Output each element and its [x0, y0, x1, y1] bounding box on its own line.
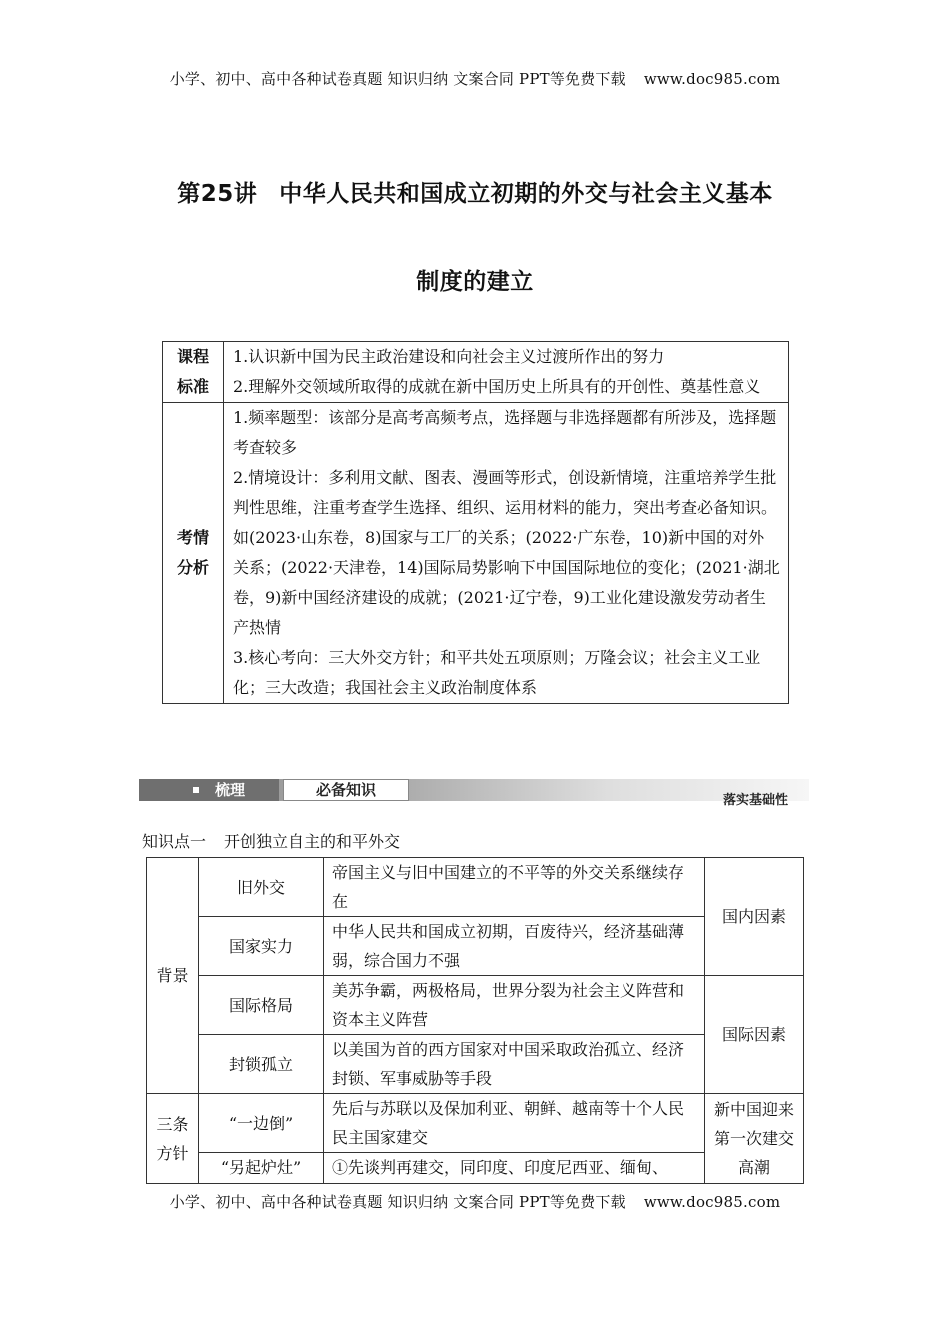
square-bullet-icon: [193, 787, 199, 793]
page-footer: [0, 1191, 950, 1212]
row-name: 国家实力: [199, 917, 324, 976]
banner-tab-knowledge: 必备知识: [283, 779, 409, 801]
label-line: 标准: [176, 377, 209, 396]
policy-name: “一边倒”: [199, 1094, 324, 1153]
row-name: 封锁孤立: [199, 1035, 324, 1094]
policy-name: “另起炉灶”: [199, 1153, 324, 1184]
curriculum-standard-label: [163, 342, 224, 403]
exam-analysis-content: [224, 403, 789, 704]
footer-site-link[interactable]: www.doc985.com: [643, 1193, 781, 1211]
standard-item: 2.理解外交领域所取得的成就在新中国历史上所具有的开创性、奠基性意义: [233, 377, 761, 396]
table-row: [147, 858, 804, 917]
background-label: 背景: [147, 858, 199, 1094]
header-site-link[interactable]: www.doc985.com: [643, 70, 781, 88]
row-name: 国际格局: [199, 976, 324, 1035]
table-row: [147, 1094, 804, 1153]
banner-right-label: 落实基础性: [723, 793, 789, 808]
label-line: 课程: [176, 347, 209, 366]
label-line: 考情: [176, 528, 209, 547]
knowledge-point-heading: [142, 829, 400, 852]
exam-analysis-label: [163, 403, 224, 704]
policy-result: [705, 1094, 804, 1184]
standard-item: 1.认识新中国为民主政治建设和向社会主义过渡所作出的努力: [233, 347, 665, 366]
title-text-2: 制度的建立: [416, 269, 534, 295]
policy-desc: ①先谈判再建交，同印度、印度尼西亚、缅甸、: [324, 1153, 705, 1184]
label-line: 分析: [176, 558, 209, 577]
page-title-line2: [0, 263, 950, 296]
analysis-item: 1.频率题型：该部分是高考高频考点，选择题与非选择题都有所涉及，选择题考查较多: [233, 408, 777, 457]
exam-analysis-row: [163, 403, 789, 704]
knowledge-table: [146, 857, 804, 1184]
curriculum-standard-content: [224, 342, 789, 403]
section-banner: [139, 776, 809, 810]
footer-text: 小学、初中、高中各种试卷真题 知识归纳 文案合同 PPT等免费下载: [169, 1193, 626, 1211]
banner-tab-review-label: 梳理: [215, 781, 246, 799]
title-text-1: 中华人民共和国成立初期的外交与社会主义基本: [279, 181, 773, 207]
policy-desc: 先后与苏联以及保加利亚、朝鲜、越南等十个人民民主国家建交: [324, 1094, 705, 1153]
label-line: 三条: [156, 1114, 189, 1134]
analysis-item: 2.情境设计：多利用文献、图表、漫画等形式，创设新情境，注重培养学生批判性思维，注重考查学生选择、组织、运用材料的能力，突出考查必备知识。如(2023·山东卷，8)国家与工厂的关系；(2022·广东卷，10)新中国的对外关系；(2022·天津卷，14)国际局势影响下中国国际地位的变化；(2021·湖北卷，9)新中国经济建设的成就；(2021·辽宁卷，9)工业化建设激发劳动者生产热情: [233, 468, 780, 637]
curriculum-table: [162, 341, 789, 704]
header-text: 小学、初中、高中各种试卷真题 知识归纳 文案合同 PPT等免费下载: [169, 70, 626, 88]
international-factors-label: 国际因素: [705, 976, 804, 1094]
row-desc: 中华人民共和国成立初期，百废待兴，经济基础薄弱，综合国力不强: [324, 917, 705, 976]
page-header: [0, 68, 950, 89]
row-desc: 美苏争霸，两极格局，世界分裂为社会主义阵营和资本主义阵营: [324, 976, 705, 1035]
page-title-line1: [0, 175, 950, 208]
label-line: 方针: [156, 1143, 189, 1163]
table-row: [147, 976, 804, 1035]
curriculum-standard-row: [163, 342, 789, 403]
row-desc: 帝国主义与旧中国建立的不平等的外交关系继续存在: [324, 858, 705, 917]
knowledge-point-label: 知识点一: [142, 832, 207, 851]
policy-result-text: 新中国迎来第一次建交高潮: [713, 1100, 794, 1177]
row-desc: 以美国为首的西方国家对中国采取政治孤立、经济封锁、军事威胁等手段: [324, 1035, 705, 1094]
banner-tab-review: [139, 779, 279, 801]
knowledge-point-title: 开创独立自主的和平外交: [224, 832, 401, 851]
lecture-number: 第25讲: [177, 181, 258, 207]
policy-label: [147, 1094, 199, 1184]
row-name: 旧外交: [199, 858, 324, 917]
domestic-factors-label: 国内因素: [705, 858, 804, 976]
analysis-item: 3.核心考向：三大外交方针；和平共处五项原则；万隆会议；社会主义工业化；三大改造；我国社会主义政治制度体系: [233, 648, 761, 697]
